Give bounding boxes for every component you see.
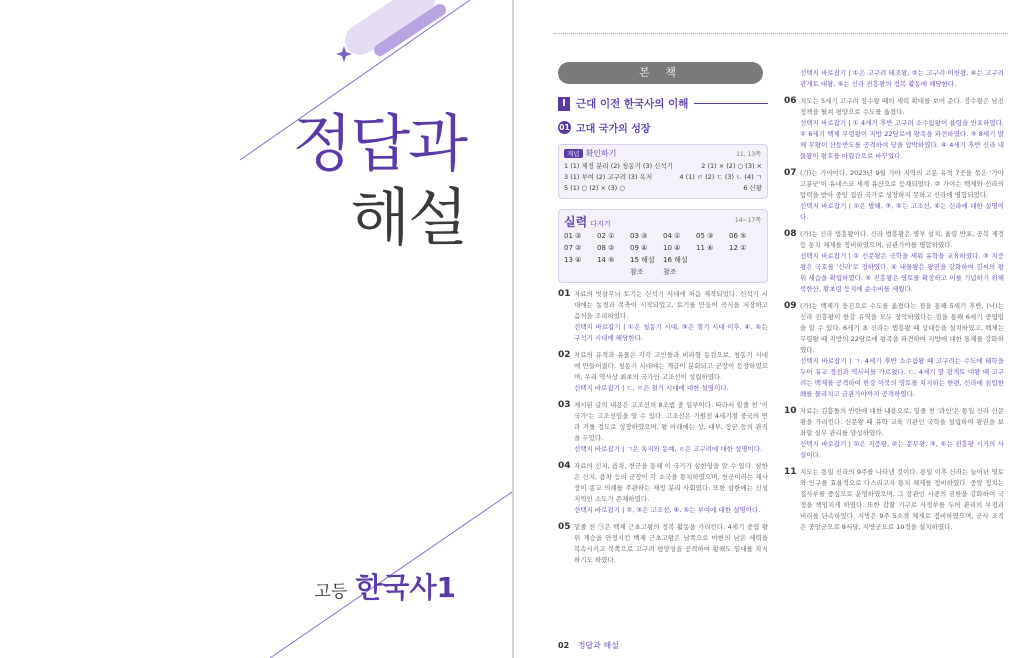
- answer-grid: [564, 230, 762, 278]
- question-body: [800, 168, 1004, 223]
- concept-label: 확인하기: [585, 149, 617, 158]
- question-body: [574, 461, 768, 516]
- question-text: 밑줄 친 ㉠은 백제 근초고왕의 정복 활동을 가리킨다. 4세기 중엽 왕위 계승을 안정시킨 백제 근초고왕은 남쪽으로 마한의 남은 세력을 복속시키고 북쪽으로 고구려 평양성을 공격하여 황해도 일대를 차지하기도 하였다.: [574, 523, 768, 564]
- answer-item: 12 ①: [729, 244, 747, 252]
- question-number: 04: [558, 461, 571, 471]
- question-item: [558, 522, 768, 566]
- question-number: 06: [784, 96, 797, 106]
- question-explanation: 선택지 바로잡기 | ① 4세기 후반 고구려 소수림왕이 율령을 반포하였다. ② 6세기 백제 무령왕이 지방 22담로에 왕족을 파견하였다. ③ 8세기 발해 무왕이 산둥반도를 공격하여 당을 압박하였다. ④ 4세기 후반 신라 내물왕이 왕호를 마립간으로 바꾸었다.: [800, 119, 1004, 160]
- answer-item: 11 ⑥: [696, 244, 714, 252]
- concept-row: [564, 183, 762, 194]
- answer-item: 02 ①: [597, 232, 615, 240]
- question-explanation: 선택지 바로잡기 | ㄱ은 옥저와 동예, ㄹ은 고구려에 대한 설명이다.: [574, 445, 763, 453]
- question-explanation: 선택지 바로잡기 | ①은 청동기 시대, ③은 철기 시대 이후, ④, ⑤는 구석기 시대에 해당한다.: [574, 323, 768, 342]
- question-list-left: [558, 289, 768, 566]
- cover-subtitle: [315, 566, 457, 606]
- question-item: [558, 289, 768, 344]
- top-dotted-rule: [554, 33, 1008, 34]
- question-number: 02: [558, 350, 571, 360]
- question-number: 07: [784, 168, 797, 178]
- answer-item: [696, 254, 729, 278]
- question-number: 01: [558, 289, 571, 299]
- question-explanation: 선택지 바로잡기 | ①은 고구려 태조왕, ②는 고구려 미천왕, ④는 고구려 광개토 대왕, ⑤는 신라 진흥왕의 정복 활동에 해당한다.: [800, 69, 1004, 88]
- answer-item: 13 ④: [564, 256, 582, 264]
- column-left: [558, 62, 768, 566]
- question-explanation: 선택지 바로잡기 | ㄷ, ㄹ은 철기 시대에 대한 설명이다.: [574, 384, 729, 392]
- question-number: 10: [784, 406, 797, 416]
- footer-label: 정답과 해설: [577, 641, 619, 650]
- chapter-rule: [694, 103, 768, 104]
- question-item: [784, 229, 1004, 295]
- page-footer: [558, 640, 619, 651]
- practice-pages: 14~17쪽: [734, 217, 761, 224]
- question-explanation: 선택지 바로잡기 | ①은 발해, ③, ⑤는 고조선, ④는 신라에 대한 설명이다.: [800, 202, 1004, 221]
- section-heading: [558, 120, 768, 135]
- page-number: 02: [558, 641, 570, 650]
- concept-cell: 2 (1) × (2) ○ (3) ×: [701, 162, 762, 170]
- concept-tag: 개념: [564, 149, 583, 158]
- question-text: 자료의 신지, 읍차, 천군을 통해 이 국가가 삼한임을 알 수 있다. 삼한은 신지, 읍차 등의 군장이 각 소국을 통치하였으며, 천군이라는 제사장이 종교 의례를 주관하는 제정 분리 사회였다. 또한 삼한에는 신성 지역인 소도가 존재하였다.: [574, 462, 768, 503]
- question-item: [558, 350, 768, 394]
- practice-label: 실력: [564, 215, 588, 229]
- concept-check-box: [558, 144, 768, 199]
- practice-header: [564, 213, 762, 230]
- answer-page: [514, 0, 1024, 658]
- concept-row: [564, 172, 762, 183]
- answer-item: 03 ③: [630, 232, 648, 240]
- question-number: 03: [558, 400, 571, 410]
- question-number: 08: [784, 229, 797, 239]
- concept-cell: 3 (1) 부여 (2) 고구려 (3) 옥저: [564, 173, 653, 181]
- concept-row: [564, 161, 762, 172]
- answer-item: 06 ⑤: [729, 232, 747, 240]
- question-item: [784, 168, 1004, 223]
- question-text: (가)는 가야이다. 2023년 9월 가야 지역의 고분 유적 7곳을 묶은 '가야 고분군'이 유네스코 세계 유산으로 등재되었다. ② 가야는 백제와 신라의 압력을 받아 중앙 집권 국가로 성장하지 못하고 신라에 병합되었다.: [800, 169, 1004, 199]
- book-pill: 본 책: [558, 62, 763, 84]
- concept-cell: 4 (1) ㄹ (2) ㄷ (3) ㄴ (4) ㄱ: [679, 173, 762, 181]
- answer-item: 01 ②: [564, 232, 582, 240]
- question-explanation: 선택지 바로잡기 | ① 신문왕은 국학을 세워 유학을 교육하였다. ③ 지증왕은 국호를 '신라'로 정하였다. ④ 내물왕은 왕권을 강화하여 김씨의 왕위 세습을 확립하였다. ⑤ 진흥왕은 영토를 확장하고 이를 기념하기 위해 북한산, 황초령 등지에 순수비를 세웠다.: [800, 252, 1004, 293]
- question-item: [558, 461, 768, 516]
- question-item: [784, 68, 1004, 90]
- question-item: [784, 96, 1004, 162]
- answer-item: 15 해설 참조: [630, 256, 655, 276]
- concept-cell: 6 신왕: [743, 184, 762, 192]
- concept-check-header: [564, 148, 762, 159]
- answer-item: [729, 254, 762, 278]
- section-number: 01: [559, 123, 570, 132]
- answer-item: 14 ⑤: [597, 256, 615, 264]
- question-number: 05: [558, 522, 571, 532]
- concept-cell: 5 (1) ○ (2) × (3) ○: [564, 184, 625, 192]
- concept-pages: 11, 13쪽: [736, 151, 761, 158]
- question-number: 11: [784, 467, 797, 477]
- subject-label: 한국사1: [355, 571, 456, 604]
- question-body: [800, 467, 1004, 533]
- question-text: (가)는 신라 법흥왕이다. 신라 법흥왕은 병부 설치, 율령 반포, 공복 제정 등 통치 체제를 정비하였으며, 금관가야를 병합하였다.: [800, 230, 1004, 249]
- question-item: [784, 406, 1004, 461]
- question-body: [800, 68, 1004, 90]
- question-number: 09: [784, 301, 797, 311]
- chapter-number: I: [558, 97, 570, 111]
- cover-title-line1: 정답과: [292, 107, 466, 180]
- grade-label: 고등: [314, 582, 348, 602]
- question-body: [800, 406, 1004, 461]
- question-item: [784, 467, 1004, 533]
- question-body: [574, 350, 768, 394]
- column-right: [784, 62, 1004, 533]
- section-title: 고대 국가의 성장: [576, 124, 651, 135]
- question-body: [574, 522, 768, 566]
- answer-item: 16 해설 참조: [663, 256, 688, 276]
- practice-sub: 다지기: [590, 220, 611, 228]
- question-item: [558, 400, 768, 455]
- answer-item: 10 ④: [663, 244, 681, 252]
- question-text: 자료의 유적과 유물은 각각 고인돌과 비파형 동검으로, 청동기 시대에 만들어졌다. 청동기 시대에는 계급이 분화되고 군장이 등장하였으며, 우리 역사상 최초의 국가인 고조선이 성립하였다.: [574, 351, 768, 381]
- question-text: 자료의 빗살무늬 토기는 신석기 시대에 처음 제작되었다. 신석기 시대에는 농경과 목축이 시작되었고, 토기를 만들어 곡식을 저장하고 음식을 조리하였다.: [574, 290, 768, 320]
- question-explanation: 선택지 바로잡기 | ㄱ. 4세기 후반 소수림왕 때 고구려는 수도에 태학을 두어 유교 경전과 역사서를 가르쳤다. ㄷ. 4세기 말 광개토 대왕 때 고구려는 백제를 공격하여 한강 이북의 영토를 차지하는 한편, 신라에 침입한 왜를 물리치고 금관가야까지 공격하였다.: [800, 357, 1004, 398]
- answer-item: 07 ②: [564, 244, 582, 252]
- answer-item: 05 ③: [696, 232, 714, 240]
- question-text: 자료는 김흠돌의 반란에 대한 내용으로, 밑줄 친 '과인'은 통일 신라 신문왕을 가리킨다. 신문왕 때 유학 교육 기관인 국학을 설립하여 왕권을 보좌할 실무 관리를 양성하였다.: [800, 407, 1004, 437]
- answer-item: 04 ①: [663, 232, 681, 240]
- question-body: [574, 400, 768, 455]
- question-body: [800, 229, 1004, 295]
- question-text: (가)는 백제가 웅진으로 수도를 옮겼다는 점을 통해 5세기 후반, (나)는 신라 진흥왕이 한강 유역을 모두 장악하였다는 점을 통해 6세기 중엽임을 알 수 있다. 6세기 초 신라는 법흥왕 때 상대등을 설치하였고, 백제는 무령왕 때 지방의 22담로에 왕족을 파견하여 지방에 대한 통제를 강화하였다.: [800, 302, 1004, 354]
- question-text: 지도는 5세기 고구려 장수왕 때의 세력 확대를 보여 준다. 장수왕은 남진 정책을 펼쳐 평양으로 수도를 옮겼다.: [800, 97, 1004, 116]
- question-text: 제시된 글의 내용은 고조선의 8조법 중 일부이다. 따라서 밑줄 친 '이 국가'는 고조선임을 알 수 있다. 고조선은 기원전 4세기경 중국의 연과 겨룰 정도로 성장하였으며, 왕 아래에는 상, 대부, 장군 등의 관직을 두었다.: [574, 401, 768, 442]
- answer-item: 09 ④: [630, 244, 648, 252]
- question-body: [574, 289, 768, 344]
- practice-box: [558, 209, 768, 283]
- chapter-heading: [558, 96, 768, 111]
- question-text: 지도는 통일 신라의 9주를 나타낸 것이다. 통일 이후 신라는 늘어난 영토와 인구를 효율적으로 다스리고자 통치 체제를 정비하였다. 중앙 정치는 집사부를 중심으로 운영하였으며, 그 장관인 시중의 권한을 강화하여 국정을 책임지게 하였다. 또한 감찰 기구로 사정부를 두어 관리의 부정과 비리를 단속하였다. 지방은 9주 5소경 체제로 정비하였으며, 군사 조직은 중앙군으로 9서당, 지방군으로 10정을 설치하였다.: [800, 468, 1004, 531]
- concept-cell: 1 (1) 제정 분리 (2) 청동기 (3) 신석기: [564, 162, 674, 170]
- question-explanation: 선택지 바로잡기 | ①은 지증왕, ②는 문무왕, ③, ⑤는 진흥왕 시기의 사실이다.: [800, 440, 1004, 459]
- question-number: [784, 68, 796, 90]
- question-body: [800, 96, 1004, 162]
- question-item: [784, 301, 1004, 400]
- question-explanation: 선택지 바로잡기 | ②, ③은 고조선, ④, ⑤는 부여에 대한 설명이다.: [574, 506, 761, 514]
- chapter-title: 근대 이전 한국사의 이해: [576, 98, 689, 110]
- answer-item: 08 ②: [597, 244, 615, 252]
- cover-title-line2: 해설: [350, 181, 466, 254]
- question-body: [800, 301, 1004, 400]
